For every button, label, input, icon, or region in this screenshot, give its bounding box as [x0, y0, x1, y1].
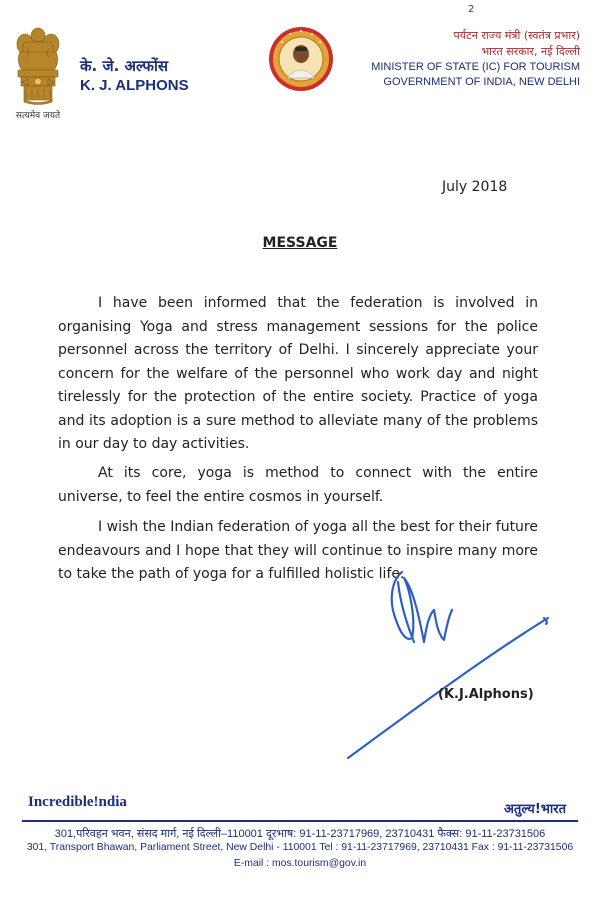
state-emblem — [10, 26, 66, 120]
emblem-motto: सत्यमेव जयते — [15, 111, 61, 121]
office-hindi-line-1: पर्यटन राज्य मंत्री (स्वतंत्र प्रभार) — [453, 29, 580, 42]
minister-name-hindi: के. जे. अल्फोंस — [80, 57, 168, 75]
office-english-line-2: GOVERNMENT OF INDIA, NEW DELHI — [383, 76, 580, 88]
atulya-bharat-logo: अतुल्य!भारत — [504, 802, 566, 817]
address-hindi: 301,परिवहन भवन, संसद मार्ग, नई दिल्ली–110001 दूरभाष: 91-11-23717969, 23710431 फैक्स: 91-11-23731506 — [54, 828, 546, 840]
address-english: 301, Transport Bhawan, Parliament Street, New Delhi - 110001 Tel : 91-11-23717969, 23710431 Fax : 91-11-23731506 — [26, 842, 574, 853]
letter-date: July 2018 — [442, 179, 508, 195]
incredible-india-logo: Incredible!ndia — [28, 794, 127, 810]
message-paragraph: At its core, yoga is method to connect with the entire universe, to feel the entire cosmos in yourself. — [58, 465, 538, 505]
signatory-name: (K.J.Alphons) — [438, 687, 534, 702]
handwritten-signature — [340, 560, 560, 770]
email-address: E-mail : mos.tourism@gov.in — [233, 858, 367, 869]
message-paragraph: I have been informed that the federation is involved in organising Yoga and stress management sessions for the police personnel across the territory of Delhi. I sincerely appreciate your concern for the welfare of the personnel who work day and night tirelessly for the protection of the entire society. Practice of yoga and its adoption is a sure method to alleviate many of the problems in our day to day activities. — [58, 295, 538, 452]
message-paragraph: I wish the Indian federation of yoga all the best for their future endeavours and I hope that they will continue to inspire many more to take the path of yoga for a fulfilled holistic life. — [58, 519, 538, 582]
page-number-mark: 2 — [468, 4, 475, 15]
lion-capital-icon — [14, 26, 62, 106]
footer-divider — [22, 820, 578, 822]
office-designation — [330, 28, 580, 90]
minister-name-english: K. J. ALPHONS — [80, 77, 189, 94]
portrait-seal-icon — [268, 26, 334, 92]
letter-heading: MESSAGE — [262, 235, 338, 251]
office-english-line-1: MINISTER OF STATE (IC) FOR TOURISM — [371, 61, 580, 73]
office-hindi-line-2: भारत सरकार, नई दिल्ली — [481, 45, 580, 58]
minister-name-block — [80, 56, 189, 96]
